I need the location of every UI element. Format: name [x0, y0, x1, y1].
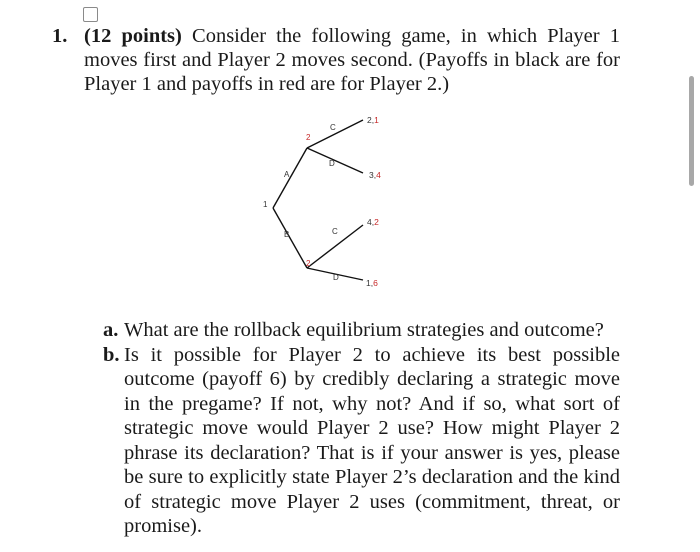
branch-a — [273, 148, 307, 208]
lower-node-label: 2 — [306, 259, 311, 268]
part-b — [103, 343, 620, 539]
root-node-label: 1 — [263, 200, 268, 209]
part-a-label: a. — [103, 319, 119, 341]
lower-c-label: C — [332, 227, 338, 236]
question-block — [52, 24, 620, 96]
question-text: Consider the following game, in which Player 1 moves first and Player 2 moves second. (Payoffs in black are for Player 1 and payoffs in red are for Player 2.) — [84, 25, 621, 95]
upper-c-label: C — [330, 123, 336, 132]
game-tree-svg — [255, 108, 405, 298]
payoff-bc: 4,2 — [367, 217, 379, 227]
part-a-text: What are the rollback equilibrium strategies and outcome? — [124, 319, 604, 341]
upper-d-label: D — [329, 159, 335, 168]
payoff-ad: 3,4 — [369, 170, 381, 180]
branch-upper-d — [307, 148, 363, 173]
part-a — [103, 318, 620, 343]
lower-d-label: D — [333, 273, 339, 282]
payoff-bd: 1,6 — [366, 278, 378, 288]
question-points: (12 points) — [84, 25, 182, 47]
question-parts — [103, 318, 620, 539]
vertical-scrollbar[interactable] — [689, 76, 694, 186]
part-b-label: b. — [103, 343, 120, 366]
game-tree — [255, 108, 405, 298]
question-checkbox[interactable] — [83, 7, 98, 22]
payoff-ac: 2,1 — [367, 115, 379, 125]
upper-node-label: 2 — [306, 133, 311, 142]
question-number: 1. — [52, 25, 68, 47]
branch-b — [273, 208, 307, 268]
move-a-label: A — [284, 170, 290, 179]
move-b-label: B — [284, 230, 290, 239]
part-b-text: Is it possible for Player 2 to achieve its best possible outcome (payoff 6) by credibly declaring a strategic move in the pregame? If not, why not? And if so, what sort of strategic move would Player 2 use? How might Player 2 phrase its declaration? That is if your answer is yes, please be sure to explicitly state Player 2’s declaration and the kind of strategic move Player 2 uses (commitment, threat, or promise). — [124, 343, 620, 537]
